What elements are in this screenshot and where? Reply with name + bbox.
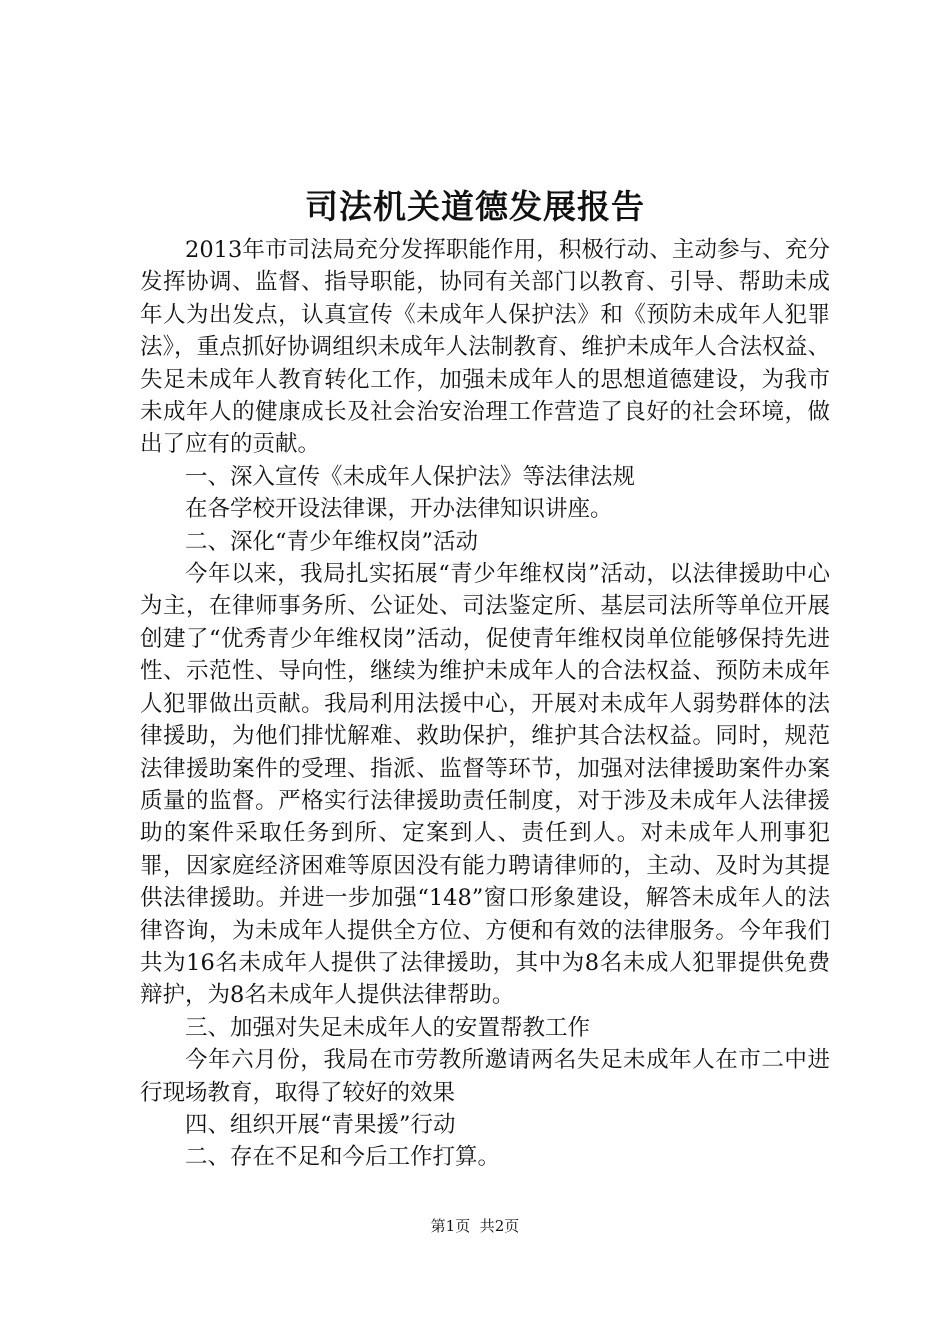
document-title: 司法机关道德发展报告 (305, 187, 645, 226)
paragraph-intro: 2013年市司法局充分发挥职能作用，积极行动、主动参与、充分发挥协调、监督、指导职能，协同有关部门以教育、引导、帮助未成年人为出发点，认真宣传《未成年人保护法》和《预防未成年人犯罪法》，重点抓好协调组织未成年人法制教育、维护未成年人合法权益、失足未成年人教育转化工作，加强未成年人的思想道德建设，为我市未成年人的健康成长及社会治安治理工作营造了良好的社会环境，做出了应有的贡献。 (140, 237, 830, 458)
document-body (140, 234, 830, 1174)
paragraph-section-3: 今年六月份，我局在市劳教所邀请两名失足未成年人在市二中进行现场教育，取得了较好的效果 (140, 1047, 830, 1106)
paragraph-section-1: 在各学校开设法律课，开办法律知识讲座。 (185, 496, 613, 523)
heading-section-2: 二、深化“青少年维权岗”活动 (185, 528, 479, 555)
paragraph-section-2: 今年以来，我局扎实拓展“青少年维权岗”活动，以法律援助中心为主，在律师事务所、公证处、司法鉴定所、基层司法所等单位开展创建了“优秀青少年维权岗”活动，促使青年维权岗单位能够保持先进性、示范性、导向性，继续为维护未成年人的合法权益、预防未成年人犯罪做出贡献。我局利用法援中心，开展对未成年人弱势群体的法律援助，为他们排忧解难、救助保护，维护其合法权益。同时，规范法律援助案件的受理、指派、监督等环节，加强对法律援助案件办案质量的监督。严格实行法律援助责任制度，对于涉及未成年人法律援助的案件采取任务到所、定案到人、责任到人。对未成年人刑事犯罪，因家庭经济困难等原因没有能力聘请律师的，主动、及时为其提供法律援助。并进一步加强“148”窗口形象建设，解答未成年人的法律咨询，为未成年人提供全方位、方便和有效的法律服务。今年我们共为16名未成年人提供了法律援助，其中为8名未成人犯罪提供免费辩护，为8名未成年人提供法律帮助。 (140, 561, 830, 1009)
page-number-current: 第1页 (430, 1217, 471, 1235)
heading-shortcomings: 二、存在不足和今后工作打算。 (185, 1144, 501, 1171)
page-footer (0, 1215, 950, 1237)
page-number-total: 共2页 (479, 1217, 520, 1235)
heading-section-4: 四、组织开展“青果援”行动 (185, 1111, 456, 1138)
heading-section-1: 一、深入宣传《未成年人保护法》等法律法规 (185, 463, 636, 490)
heading-section-3: 三、加强对失足未成年人的安置帮教工作 (185, 1014, 591, 1041)
